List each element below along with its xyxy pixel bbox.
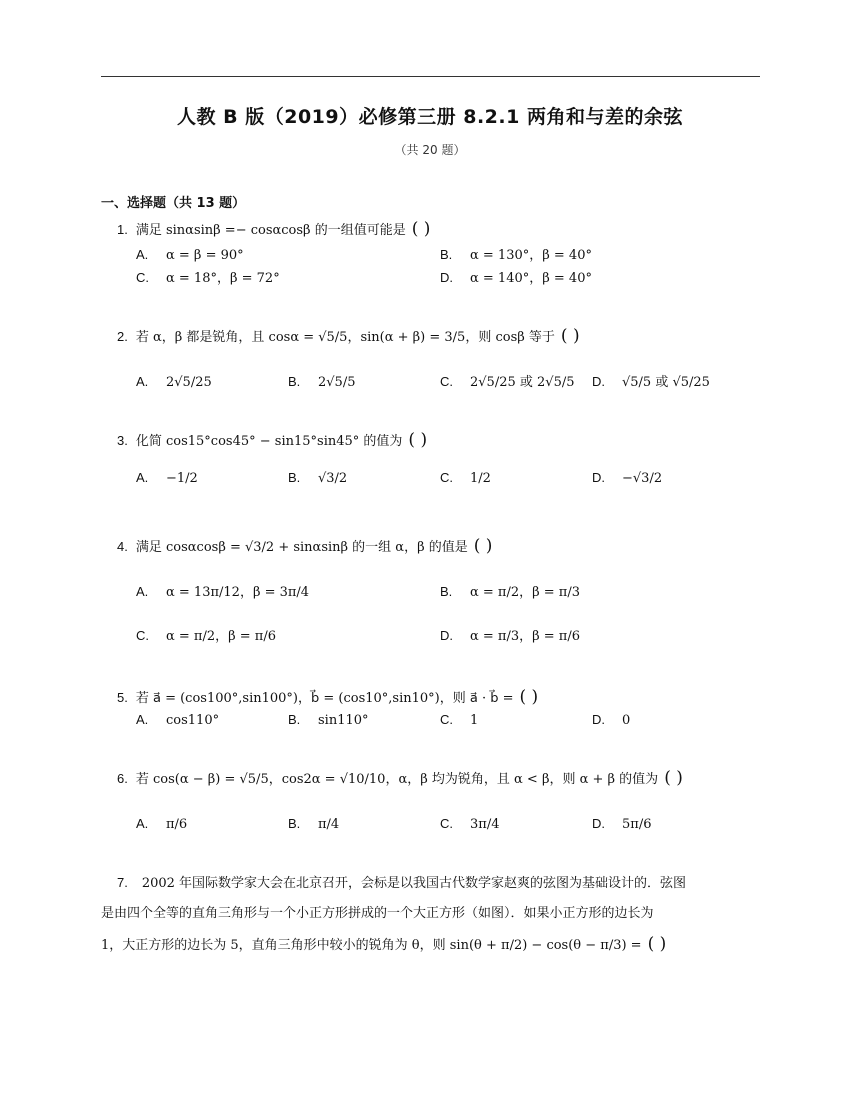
answer-paren: ( ) bbox=[647, 934, 667, 954]
top-rule bbox=[101, 76, 760, 77]
option-b[interactable]: B. α = 130°，β = 40° bbox=[440, 247, 592, 263]
answer-paren: ( ) bbox=[473, 536, 493, 556]
option-c[interactable]: C. 1 bbox=[440, 712, 479, 728]
question-stem: 若 cos(α − β) = √5/5，cos2α = √10/10，α，β 均为锐角，且 α < β，则 α + β 的值为 bbox=[135, 772, 659, 787]
option-b[interactable]: B. sin110° bbox=[288, 712, 369, 728]
option-b[interactable]: B. α = π/2，β = π/3 bbox=[440, 584, 580, 600]
option-d[interactable]: D. 0 bbox=[592, 712, 631, 728]
question-count: （共 20 题） bbox=[394, 143, 466, 157]
question-stem: 若 a⃗ = (cos100°,sin100°)，b⃗ = (cos10°,sin10°)，则 a⃗ · b⃗ = bbox=[135, 691, 514, 706]
option-d[interactable]: D. √5/5 或 √5/25 bbox=[592, 374, 710, 390]
option-c[interactable]: C. α = 18°，β = 72° bbox=[136, 270, 280, 286]
question-1: 1. 满足 sinαsinβ =− cosαcosβ 的一组值可能是 ( ) bbox=[117, 219, 431, 239]
question-stem: 若 α，β 都是锐角，且 cosα = √5/5，sin(α + β) = 3/5，则 cosβ 等于 bbox=[135, 330, 555, 345]
option-a[interactable]: A. π/6 bbox=[136, 816, 188, 832]
answer-paren: ( ) bbox=[519, 687, 539, 707]
option-a[interactable]: A. cos110° bbox=[136, 712, 220, 728]
question-stem: 化简 cos15°cos45° − sin15°sin45° 的值为 bbox=[135, 434, 403, 449]
option-c[interactable]: C. α = π/2，β = π/6 bbox=[136, 628, 276, 644]
question-4: 4. 满足 cosαcosβ = √3/2 + sinαsinβ 的一组 α，β 的值是 ( ) bbox=[117, 536, 493, 556]
page-title: 人教 B 版（2019）必修第三册 8.2.1 两角和与差的余弦 bbox=[177, 106, 683, 128]
answer-paren: ( ) bbox=[560, 326, 580, 346]
option-d[interactable]: D. 5π/6 bbox=[592, 816, 652, 832]
option-c[interactable]: C. 1/2 bbox=[440, 470, 491, 486]
question-3: 3. 化简 cos15°cos45° − sin15°sin45° 的值为 ( ) bbox=[117, 430, 428, 450]
option-c[interactable]: C. 3π/4 bbox=[440, 816, 500, 832]
question-2: 2. 若 α，β 都是锐角，且 cosα = √5/5，sin(α + β) = 3/5，则 cosβ 等于 ( ) bbox=[117, 326, 580, 346]
option-b[interactable]: B. 2√5/5 bbox=[288, 374, 356, 390]
option-a[interactable]: A. α = β = 90° bbox=[136, 247, 244, 263]
answer-paren: ( ) bbox=[664, 768, 683, 788]
question-7 bbox=[101, 868, 760, 961]
question-6: 6. 若 cos(α − β) = √5/5，cos2α = √10/10，α，β 均为锐角，且 α < β，则 α + β 的值为 ( ) bbox=[117, 768, 683, 788]
answer-paren: ( ) bbox=[411, 219, 431, 239]
option-a[interactable]: A. α = 13π/12，β = 3π/4 bbox=[136, 584, 310, 600]
option-a[interactable]: A. 2√5/25 bbox=[136, 374, 212, 390]
option-c[interactable]: C. 2√5/25 或 2√5/5 bbox=[440, 374, 575, 390]
question-7-line-2: 是由四个全等的直角三角形与一个小正方形拼成的一个大正方形（如图）．如果小正方形的边长为 bbox=[101, 906, 654, 921]
question-5: 5. 若 a⃗ = (cos100°,sin100°)，b⃗ = (cos10°,sin10°)，则 a⃗ · b⃗ = ( ) bbox=[117, 687, 539, 707]
option-b[interactable]: B. π/4 bbox=[288, 816, 340, 832]
section-heading: 一、选择题（共 13 题） bbox=[101, 196, 246, 211]
answer-paren: ( ) bbox=[408, 430, 428, 450]
option-d[interactable]: D. α = 140°，β = 40° bbox=[440, 270, 592, 286]
question-7-line-1: 7. 2002 年国际数学家大会在北京召开，会标是以我国古代数学家赵爽的弦图为基础设计的．弦图 bbox=[117, 875, 687, 891]
question-stem: 满足 sinαsinβ =− cosαcosβ 的一组值可能是 bbox=[135, 223, 406, 238]
option-b[interactable]: B. √3/2 bbox=[288, 470, 348, 486]
question-7-line-3: 1，大正方形的边长为 5，直角三角形中较小的锐角为 θ，则 sin(θ + π/2) − cos(θ − π/3) = ( ) bbox=[101, 929, 760, 961]
option-a[interactable]: A. −1/2 bbox=[136, 470, 198, 486]
option-d[interactable]: D. α = π/3，β = π/6 bbox=[440, 628, 580, 644]
option-d[interactable]: D. −√3/2 bbox=[592, 470, 663, 486]
question-stem: 满足 cosαcosβ = √3/2 + sinαsinβ 的一组 α，β 的值是 bbox=[135, 540, 468, 555]
